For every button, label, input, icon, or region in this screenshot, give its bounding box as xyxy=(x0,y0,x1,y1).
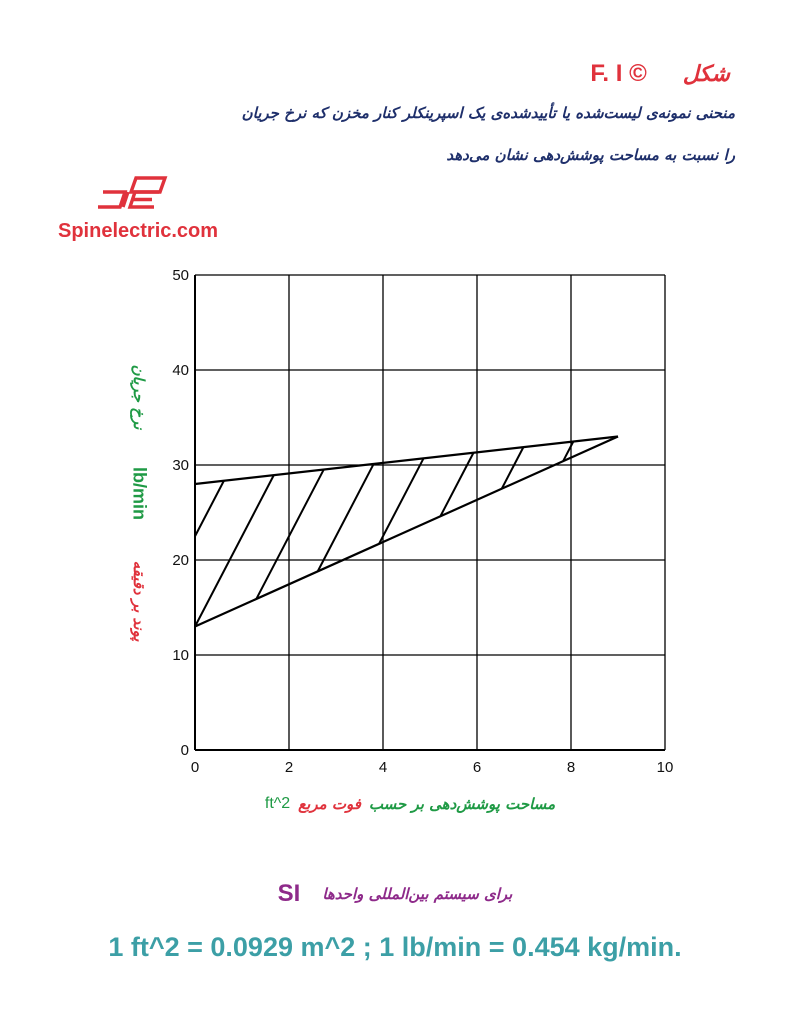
subtitle-line-1: منحنی نمونه‌ی لیست‌شده یا تأییدشده‌ی یک اسپرینکلر کنار مخزن که نرخ جریان xyxy=(241,104,735,122)
y-label-unit-fa: پوند بر دقیقه xyxy=(130,560,148,642)
si-abbr: SI xyxy=(277,880,301,907)
x-tick-label: 6 xyxy=(472,759,482,776)
upper-bound-line xyxy=(195,437,618,485)
si-note xyxy=(0,880,790,908)
x-label-area: مساحت پوشش‌دهی بر حسب xyxy=(368,795,556,813)
y-tick-label: 20 xyxy=(172,552,189,569)
y-tick-label: 40 xyxy=(172,362,189,379)
subtitle-line-2: را نسبت به مساحت پوشش‌دهی نشان می‌دهد xyxy=(446,146,735,164)
x-tick-label: 10 xyxy=(656,759,674,776)
y-label-flow-rate: نرخ جریان xyxy=(130,364,148,430)
x-tick-labels xyxy=(191,759,674,776)
hatch-line xyxy=(195,481,224,536)
x-tick-label: 8 xyxy=(566,759,576,776)
hatch-line xyxy=(379,458,424,543)
y-tick-label: 50 xyxy=(172,267,189,284)
hatch-line xyxy=(440,453,473,517)
unit-conversion: 1 ft^2 = 0.0929 m^2 ; 1 lb/min = 0.454 kg/min. xyxy=(108,932,682,962)
hatch-line xyxy=(318,464,374,571)
logo-text: Spinelectric.com xyxy=(58,220,219,242)
figure-word: شکل xyxy=(682,62,730,87)
y-tick-label: 0 xyxy=(180,742,189,759)
y-tick-label: 30 xyxy=(172,457,189,474)
hatch-line xyxy=(195,475,274,626)
x-tick-label: 4 xyxy=(378,759,388,776)
si-text: برای سیستم بین‌المللی واحدها xyxy=(322,885,513,903)
figure-number: F. I © xyxy=(590,60,647,87)
y-tick-labels xyxy=(172,267,189,759)
hatch-line xyxy=(502,447,524,489)
x-label-unit-fa: فوت مربع xyxy=(298,795,361,813)
x-tick-label: 2 xyxy=(284,759,294,776)
chart-hatch xyxy=(195,442,573,627)
y-tick-label: 10 xyxy=(172,647,189,664)
x-tick-label: 0 xyxy=(190,759,200,776)
chart-grid xyxy=(195,275,665,750)
y-label-unit: lb/min xyxy=(129,467,150,520)
x-label-unit: ft^2 xyxy=(264,795,291,812)
x-axis-label xyxy=(200,795,620,813)
